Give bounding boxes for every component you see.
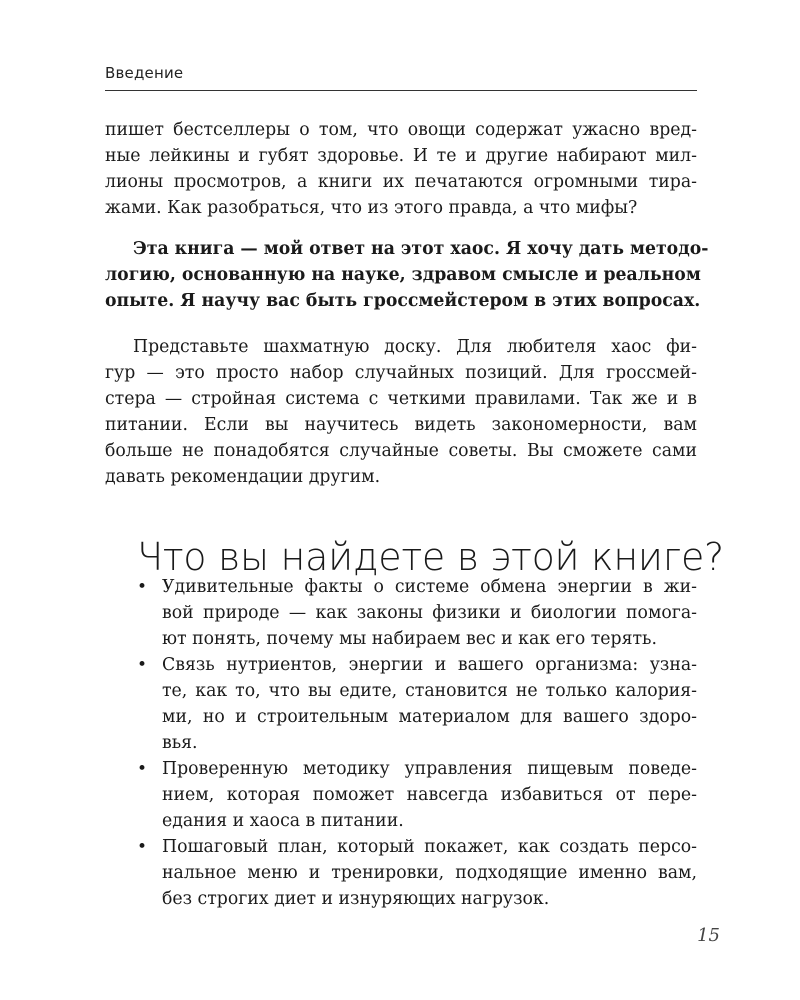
bullet-list — [105, 574, 697, 912]
bullet-line: Связь нутриентов, энергии и вашего организма: узна- — [162, 655, 697, 675]
paragraph-line: жами. Как разобраться, что из этого правда, а что мифы? — [105, 198, 638, 218]
bullet-line: Пошаговый план, который покажет, как создать персо- — [162, 837, 697, 857]
bullet-line: те, как то, что вы едите, становится не только калория- — [162, 681, 697, 701]
bullet-item — [105, 574, 697, 652]
paragraph-line: давать рекомендации другим. — [105, 467, 381, 487]
bullet-line: нальное меню и тренировки, подходящие именно вам, — [162, 863, 697, 883]
paragraph-line: ные лейкины и губят здоровье. И те и другие набирают мил- — [105, 146, 697, 166]
bullet-line: вой природе — как законы физики и биологии помога- — [162, 603, 697, 623]
bullet-mark: • — [137, 577, 148, 597]
book-page — [105, 0, 724, 1000]
bullet-mark: • — [137, 837, 148, 857]
bullet-line: без строгих диет и изнуряющих нагрузок. — [162, 889, 550, 909]
bullet-mark: • — [137, 759, 148, 779]
section-heading: Что вы найдете в этой книге? — [137, 534, 724, 579]
bullet-line: нием, которая поможет навсегда избавиться от пере- — [162, 785, 697, 805]
paragraph-line: Представьте шахматную доску. Для любителя хаос фи- — [133, 337, 697, 357]
paragraph-line: больше не понадобятся случайные советы. Вы сможете сами — [105, 441, 697, 461]
paragraph-line: стера — стройная система с четкими правилами. Так же и в — [105, 389, 697, 409]
bullet-line: Удивительные факты о системе обмена энергии в жи- — [162, 577, 697, 597]
paragraph-intro-continuation — [105, 117, 697, 221]
paragraph-line: логию, основанную на науке, здравом смысле и реальном — [105, 265, 701, 285]
header-divider — [105, 90, 697, 91]
paragraph-line: лионы просмотров, а книги их печатаются огромными тира- — [105, 172, 697, 192]
paragraph-line: пишет бестселлеры о том, что овощи содержат ужасно вред- — [105, 120, 697, 140]
paragraph-line: Эта книга — мой ответ на этот хаос. Я хочу дать методо- — [133, 239, 709, 259]
bullet-item — [105, 756, 697, 834]
paragraph-chess-analogy — [105, 334, 697, 490]
bullet-line: Проверенную методику управления пищевым поведе- — [162, 759, 697, 779]
bullet-mark: • — [137, 655, 148, 675]
bullet-item — [105, 834, 697, 912]
bullet-line: вья. — [162, 733, 198, 753]
running-header: Введение — [105, 64, 184, 82]
bullet-line: ют понять, почему мы набираем вес и как его терять. — [162, 629, 657, 649]
paragraph-line: опыте. Я научу вас быть гроссмейстером в этих вопросах. — [105, 291, 701, 311]
bullet-line: ми, но и строительным материалом для вашего здоро- — [162, 707, 697, 727]
paragraph-bold-statement — [105, 236, 709, 314]
page-number: 15 — [697, 925, 720, 946]
paragraph-line: питании. Если вы научитесь видеть закономерности, вам — [105, 415, 697, 435]
bullet-item — [105, 652, 697, 756]
bullet-line: едания и хаоса в питании. — [162, 811, 404, 831]
paragraph-line: гур — это просто набор случайных позиций. Для гроссмей- — [105, 363, 697, 383]
